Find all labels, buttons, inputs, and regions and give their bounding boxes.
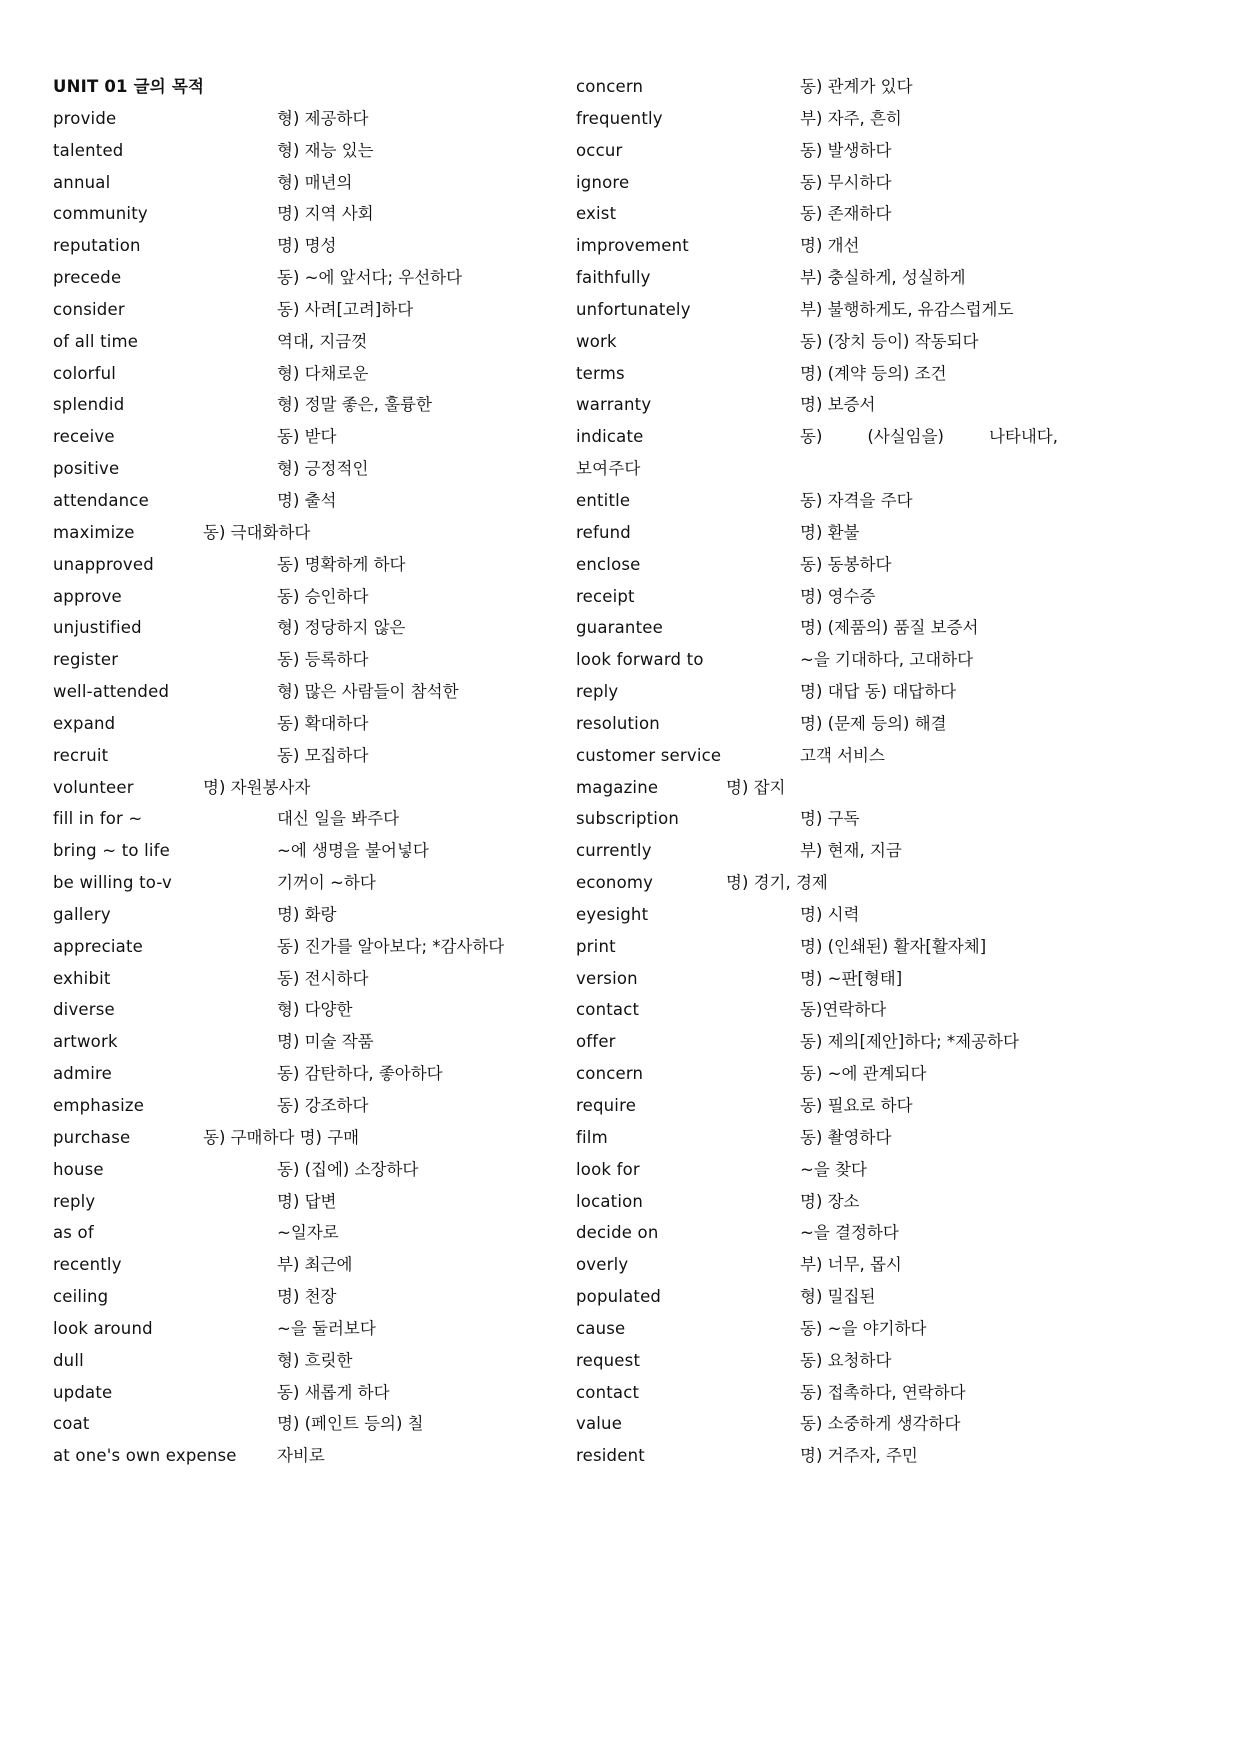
vocab-row (53, 676, 613, 708)
vocab-term: colorful (53, 363, 117, 383)
vocab-term: emphasize (53, 1096, 145, 1115)
vocab-definition: 명) 보증서 (800, 395, 876, 415)
vocab-definition: 부) 불행하게도, 유감스럽게도 (800, 299, 1014, 319)
vocab-definition: 동) 요청하다 (800, 1350, 892, 1370)
left-vocab-list (53, 103, 613, 1472)
vocab-definition: 동) (장치 등이) 작동되다 (800, 331, 979, 351)
vocab-term: positive (53, 459, 120, 479)
vocab-definition: 동) 모집하다 (277, 745, 369, 765)
vocab-term: currently (576, 841, 652, 861)
vocab-definition: 동) 진가를 알아보다; *감사하다 (277, 936, 505, 956)
vocab-definition: 명) 장소 (800, 1191, 860, 1211)
definition-part: 동) (800, 427, 823, 447)
vocab-row (576, 1026, 1136, 1058)
vocab-term: look around (53, 1318, 153, 1338)
vocab-row-continuation (576, 453, 1136, 485)
vocab-row (576, 1281, 1136, 1313)
vocab-term: entitle (576, 490, 631, 510)
vocab-row (53, 485, 613, 517)
vocab-row (576, 1345, 1136, 1377)
vocab-row (576, 358, 1136, 390)
vocab-row (576, 644, 1136, 676)
vocab-definition: 동) 발생하다 (800, 140, 892, 160)
vocab-definition: 동) ~을 야기하다 (800, 1318, 927, 1338)
vocab-term: enclose (576, 554, 641, 574)
vocab-term: house (53, 1159, 104, 1179)
vocab-definition: 동) 승인하다 (277, 586, 369, 606)
vocab-definition: 형) 다채로운 (277, 363, 369, 383)
vocab-definition: 명) 영수증 (800, 586, 876, 606)
vocab-term: coat (53, 1414, 90, 1434)
vocab-row (576, 71, 1136, 103)
vocab-definition: 부) 너무, 몹시 (800, 1255, 902, 1275)
vocab-term: populated (576, 1287, 662, 1307)
vocab-row (576, 1186, 1136, 1218)
vocab-definition: 명) ~판[형태] (800, 968, 903, 988)
vocab-term: concern (576, 1064, 644, 1084)
vocab-definition: 명) 명성 (277, 236, 337, 256)
vocab-term: decide on (576, 1223, 659, 1243)
vocab-term: recruit (53, 745, 109, 765)
vocab-row (53, 326, 613, 358)
vocab-row (53, 517, 613, 549)
vocab-definition: 동) 등록하다 (277, 650, 369, 670)
vocab-definition: 명) 자원봉사자 (203, 777, 311, 797)
vocab-row (576, 1440, 1136, 1472)
vocab-term: approve (53, 586, 122, 606)
vocab-row (53, 1154, 613, 1186)
vocab-row (53, 1026, 613, 1058)
vocab-definition: 동) 제의[제안]하다; *제공하다 (800, 1032, 1019, 1052)
vocab-definition: 동) 접촉하다, 연락하다 (800, 1382, 966, 1402)
vocab-term: require (576, 1096, 637, 1115)
vocab-definition: 동) 소중하게 생각하다 (800, 1414, 961, 1434)
vocab-term: customer service (576, 745, 722, 765)
vocab-row (53, 103, 613, 135)
vocab-term: unfortunately (576, 299, 691, 319)
vocab-row (576, 135, 1136, 167)
vocab-term: ignore (576, 172, 630, 192)
vocab-definition: 동) 명확하게 하다 (277, 554, 406, 574)
vocab-row (53, 994, 613, 1026)
vocab-definition (800, 421, 1058, 453)
vocab-definition: 명) 천장 (277, 1287, 337, 1307)
vocab-definition: 명) (계약 등의) 조건 (800, 363, 947, 383)
vocab-row (576, 963, 1136, 995)
vocab-term: frequently (576, 108, 663, 128)
vocab-row (576, 835, 1136, 867)
vocab-row (53, 453, 613, 485)
vocab-row (53, 803, 613, 835)
vocab-definition: 동)연락하다 (800, 1000, 887, 1020)
vocab-term: guarantee (576, 618, 663, 638)
left-column (53, 71, 613, 1472)
vocab-row (53, 581, 613, 613)
vocab-row (576, 994, 1136, 1026)
vocab-row (53, 1313, 613, 1345)
vocab-definition: ~에 생명을 불어넣다 (277, 841, 429, 861)
vocab-term: reply (53, 1191, 96, 1211)
vocab-term: attendance (53, 490, 149, 510)
vocab-definition: 부) 자주, 흔히 (800, 108, 902, 128)
vocab-term: warranty (576, 395, 652, 415)
vocab-definition: 부) 현재, 지금 (800, 841, 902, 861)
vocab-row (53, 708, 613, 740)
vocab-definition: 부) 최근에 (277, 1255, 353, 1275)
vocab-term: appreciate (53, 936, 144, 956)
vocab-term: consider (53, 299, 125, 319)
vocab-term: version (576, 968, 638, 988)
definition-part: 나타내다, (988, 427, 1058, 447)
vocab-term: artwork (53, 1032, 118, 1052)
vocab-row (53, 421, 613, 453)
vocab-term: annual (53, 172, 111, 192)
vocab-definition: 명) (인쇄된) 활자[활자체] (800, 936, 987, 956)
vocab-row (576, 262, 1136, 294)
vocab-term: terms (576, 363, 625, 383)
vocab-term: occur (576, 140, 623, 160)
vocab-row (576, 294, 1136, 326)
right-vocab-list (576, 71, 1136, 1472)
vocab-term: of all time (53, 331, 139, 351)
vocab-term: provide (53, 108, 117, 128)
vocab-term: talented (53, 140, 124, 160)
vocab-term: location (576, 1191, 644, 1211)
right-column (576, 71, 1136, 1472)
vocab-row (53, 549, 613, 581)
vocab-row (53, 230, 613, 262)
vocab-term: indicate (576, 427, 644, 447)
vocab-definition: 형) 밀집된 (800, 1287, 876, 1307)
vocab-term: refund (576, 522, 631, 542)
vocab-row (53, 1186, 613, 1218)
vocab-definition: 동) 자격을 주다 (800, 490, 913, 510)
vocab-definition: 동) 전시하다 (277, 968, 369, 988)
vocab-term: contact (576, 1382, 640, 1402)
vocab-term: resolution (576, 713, 660, 733)
vocab-definition: 자비로 (277, 1446, 325, 1466)
vocab-definition: 형) 정당하지 않은 (277, 618, 406, 638)
vocab-row (576, 1058, 1136, 1090)
vocab-term: be willing to-v (53, 873, 173, 893)
vocab-definition: 동) ~에 앞서다; 우선하다 (277, 268, 463, 288)
vocab-definition: 동) 촬영하다 (800, 1127, 892, 1147)
vocab-row (53, 1377, 613, 1409)
vocab-term: diverse (53, 1000, 115, 1020)
vocab-term: admire (53, 1064, 113, 1084)
vocab-row (53, 1058, 613, 1090)
vocab-definition: 형) 매년의 (277, 172, 353, 192)
vocab-term: exist (576, 204, 617, 224)
vocab-row (576, 1249, 1136, 1281)
vocab-row (576, 389, 1136, 421)
vocab-row (576, 676, 1136, 708)
vocab-row (576, 167, 1136, 199)
vocab-definition: 동) 강조하다 (277, 1096, 369, 1115)
vocab-term: volunteer (53, 777, 134, 797)
vocab-row (53, 262, 613, 294)
vocab-definition: 동) 무시하다 (800, 172, 892, 192)
vocab-term: register (53, 650, 119, 670)
vocab-row (53, 358, 613, 390)
vocab-definition: 형) 다양한 (277, 1000, 353, 1020)
vocab-definition: 명) 환불 (800, 522, 860, 542)
vocab-row (53, 612, 613, 644)
vocab-row (576, 230, 1136, 262)
vocab-row (576, 1408, 1136, 1440)
vocab-term: recently (53, 1255, 122, 1275)
vocab-term: dull (53, 1350, 84, 1370)
vocab-row (53, 1281, 613, 1313)
vocab-definition: 형) 흐릿한 (277, 1350, 353, 1370)
vocab-term: bring ~ to life (53, 841, 171, 861)
vocab-definition: ~을 결정하다 (800, 1223, 899, 1243)
vocab-term: look for (576, 1159, 640, 1179)
vocab-term: fill in for ~ (53, 809, 143, 829)
unit-title-row (53, 71, 613, 103)
vocab-term: magazine (576, 777, 659, 797)
vocab-row (576, 421, 1136, 453)
vocab-term: overly (576, 1255, 629, 1275)
vocab-row (576, 612, 1136, 644)
vocab-definition: 명) (문제 등의) 해결 (800, 713, 947, 733)
vocab-row (576, 485, 1136, 517)
vocab-row (576, 198, 1136, 230)
vocab-term: splendid (53, 395, 125, 415)
definition-wrap: 보여주다 (576, 459, 641, 479)
vocab-row (53, 1408, 613, 1440)
vocab-row (53, 1440, 613, 1472)
vocab-row (53, 198, 613, 230)
vocab-definition: 명) 거주자, 주민 (800, 1446, 918, 1466)
vocab-row (576, 103, 1136, 135)
vocab-definition: 동) ~에 관계되다 (800, 1064, 927, 1084)
vocab-definition: 명) 출석 (277, 490, 337, 510)
vocab-term: ceiling (53, 1287, 109, 1307)
vocab-definition: 형) 정말 좋은, 훌륭한 (277, 395, 432, 415)
vocab-term: reply (576, 682, 619, 702)
vocab-row (576, 899, 1136, 931)
vocab-definition: ~을 찾다 (800, 1159, 867, 1179)
vocab-definition: 역대, 지금껏 (277, 331, 368, 351)
vocab-row (53, 294, 613, 326)
vocab-definition: 동) 구매하다 명) 구매 (203, 1127, 360, 1147)
vocab-term: faithfully (576, 268, 651, 288)
vocab-term: purchase (53, 1127, 131, 1147)
vocab-definition: 명) 구독 (800, 809, 860, 829)
vocab-definition: 동) 극대화하다 (203, 522, 311, 542)
vocab-row (576, 517, 1136, 549)
vocab-term: exhibit (53, 968, 111, 988)
vocab-row (576, 1122, 1136, 1154)
vocab-term: unjustified (53, 618, 142, 638)
vocab-term: precede (53, 268, 122, 288)
vocab-row (53, 1090, 613, 1122)
vocab-definition: 동) 필요로 하다 (800, 1096, 913, 1115)
vocab-definition: 동) 받다 (277, 427, 337, 447)
vocab-term: receipt (576, 586, 635, 606)
vocab-definition: 명) 지역 사회 (277, 204, 374, 224)
vocab-definition: 명) 개선 (800, 236, 860, 256)
vocab-term: subscription (576, 809, 680, 829)
vocab-term: improvement (576, 236, 689, 256)
vocab-row (576, 1377, 1136, 1409)
vocab-row (53, 931, 613, 963)
vocab-term: contact (576, 1000, 640, 1020)
vocab-row (576, 326, 1136, 358)
vocab-term: work (576, 331, 617, 351)
vocab-row (576, 772, 1136, 804)
vocab-definition: ~을 기대하다, 고대하다 (800, 650, 974, 670)
vocab-term: community (53, 204, 148, 224)
vocab-term: as of (53, 1223, 94, 1243)
vocab-definition: 명) 잡지 (726, 777, 786, 797)
vocab-definition: 형) 긍정적인 (277, 459, 369, 479)
vocab-definition: 명) 경기, 경제 (726, 873, 828, 893)
vocab-row (53, 1249, 613, 1281)
vocab-term: film (576, 1127, 608, 1147)
vocab-definition: 형) 많은 사람들이 참석한 (277, 682, 459, 702)
vocab-term: unapproved (53, 554, 154, 574)
vocab-row (576, 1217, 1136, 1249)
vocab-term: print (576, 936, 616, 956)
vocab-definition: 기꺼이 ~하다 (277, 873, 376, 893)
vocab-definition: 동) (집에) 소장하다 (277, 1159, 419, 1179)
vocab-definition: 동) 동봉하다 (800, 554, 892, 574)
vocab-term: cause (576, 1318, 626, 1338)
vocab-row (53, 963, 613, 995)
vocab-definition: 고객 서비스 (800, 745, 885, 765)
vocab-row (53, 772, 613, 804)
vocab-definition: 명) 화랑 (277, 904, 337, 924)
vocab-term: request (576, 1350, 641, 1370)
vocab-row (53, 740, 613, 772)
vocab-term: look forward to (576, 650, 704, 670)
vocab-term: update (53, 1382, 113, 1402)
vocab-term: well-attended (53, 682, 170, 702)
vocab-row (53, 1345, 613, 1377)
vocab-row (576, 1090, 1136, 1122)
vocab-definition: ~을 둘러보다 (277, 1318, 376, 1338)
vocab-row (576, 581, 1136, 613)
vocab-row (576, 1154, 1136, 1186)
vocab-row (53, 1122, 613, 1154)
vocab-row (576, 931, 1136, 963)
vocab-term: eyesight (576, 904, 649, 924)
vocab-definition: 대신 일을 봐주다 (277, 809, 400, 829)
vocab-definition: 명) 대답 동) 대답하다 (800, 682, 957, 702)
vocab-definition: 명) (제품의) 품질 보증서 (800, 618, 979, 638)
vocab-term: reputation (53, 236, 141, 256)
vocab-term: value (576, 1414, 623, 1434)
vocab-term: maximize (53, 522, 135, 542)
vocab-term: offer (576, 1032, 616, 1052)
vocab-row (576, 549, 1136, 581)
vocab-row (53, 899, 613, 931)
vocab-definition: ~일자로 (277, 1223, 339, 1243)
definition-part: (사실임을) (867, 427, 944, 447)
vocab-definition: 형) 재능 있는 (277, 140, 374, 160)
vocab-definition: 명) 시력 (800, 904, 860, 924)
vocab-row (576, 867, 1136, 899)
vocab-term: at one's own expense (53, 1446, 237, 1466)
vocab-definition: 형) 제공하다 (277, 108, 369, 128)
vocab-definition: 동) 존재하다 (800, 204, 892, 224)
vocab-term: economy (576, 873, 654, 893)
unit-title: UNIT 01 글의 목적 (53, 77, 205, 96)
vocab-row (53, 389, 613, 421)
vocab-row (576, 740, 1136, 772)
vocab-term: expand (53, 713, 116, 733)
vocab-definition: 부) 충실하게, 성실하게 (800, 268, 966, 288)
vocab-definition: 동) 새롭게 하다 (277, 1382, 390, 1402)
vocab-term: receive (53, 427, 115, 447)
vocab-definition: 동) 관계가 있다 (800, 77, 913, 96)
vocab-row (53, 135, 613, 167)
vocab-definition: 동) 확대하다 (277, 713, 369, 733)
vocab-row (53, 167, 613, 199)
vocab-row (576, 1313, 1136, 1345)
vocab-definition: 동) 감탄하다, 좋아하다 (277, 1064, 443, 1084)
vocab-definition: 명) 답변 (277, 1191, 337, 1211)
vocab-term: gallery (53, 904, 111, 924)
vocab-row (53, 1217, 613, 1249)
vocab-definition: 명) 미술 작품 (277, 1032, 374, 1052)
vocab-row (53, 835, 613, 867)
vocab-row (53, 867, 613, 899)
vocab-row (576, 708, 1136, 740)
vocab-term: resident (576, 1446, 645, 1466)
vocab-definition: 명) (페인트 등의) 칠 (277, 1414, 424, 1434)
vocab-row (576, 803, 1136, 835)
vocab-definition: 동) 사려[고려]하다 (277, 299, 414, 319)
vocab-row (53, 644, 613, 676)
vocab-term: concern (576, 77, 644, 96)
